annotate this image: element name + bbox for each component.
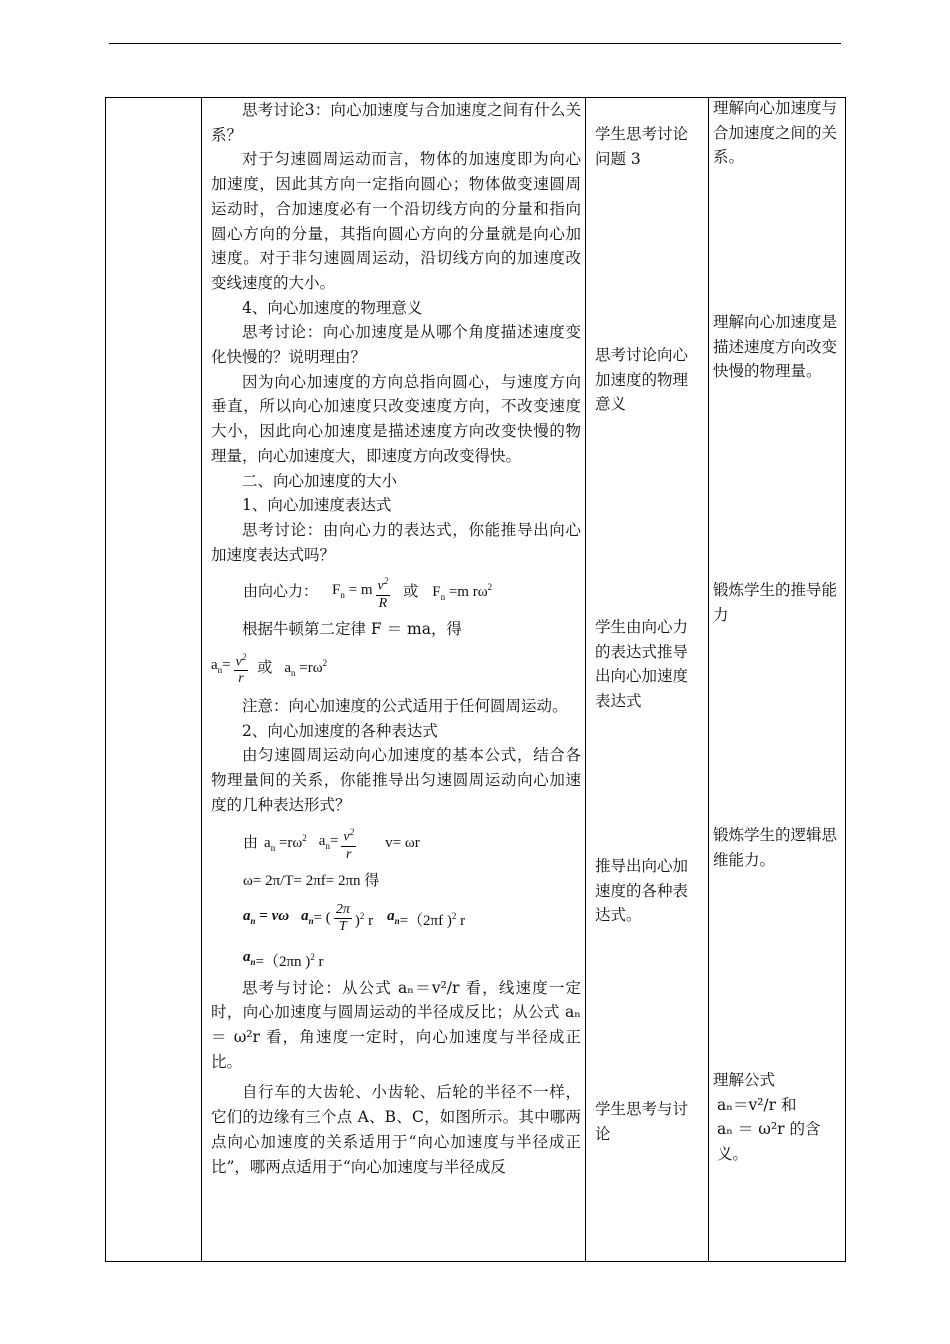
discussion-3-answer: 对于匀速圆周运动而言，物体的加速度即为向心加速度，因此其方向一定指向圆心；物体做变速圆周运动时，合加速度必有一个沿切线方向的分量和指向圆心方向的分量，其指向圆心方向的分量就是向心加速度。对于非匀速圆周运动，沿切线方向的加速度改变线速度的大小。 xyxy=(211,150,581,292)
forms-formula-2: ω= 2π/T= 2πf= 2πn 得 xyxy=(243,873,380,890)
column-divider-3 xyxy=(708,98,709,1261)
student-activity-5: 学生思考与讨论 xyxy=(595,1100,689,1143)
section-heading-4: 4、向心加速度的物理意义 xyxy=(242,298,423,317)
discussion-3: 思考讨论3：向心加速度与合加速度之间有什么关系？ xyxy=(211,101,581,144)
design-intent-4: 锻炼学生的逻辑思维能力。 xyxy=(713,826,838,869)
teaching-content-column xyxy=(211,98,581,1179)
subheading-1: 1、向心加速度表达式 xyxy=(242,496,392,515)
2pi-over-T: $\frac{2\pi}{T}$ xyxy=(335,902,350,935)
discussion-meaning: 思考讨论：向心加速度是从哪个角度描述速度变化快慢的？说明理由？ xyxy=(211,323,581,367)
column-divider-2 xyxy=(585,98,586,1261)
acceleration-formula: $a_n=$ $\frac{v^2}{r}$ 或 $a_n =r\omega^2$ xyxy=(211,642,581,694)
discussion-derive: 思考讨论：由向心力的表达式，你能推导出向心加速度表达式吗？ xyxy=(211,520,581,564)
subheading-2: 2、向心加速度的各种表达式 xyxy=(242,721,438,740)
v2-over-r-2: $\frac{v^2}{r}$ xyxy=(341,824,356,863)
student-activity-2: 思考讨论向心加速度的物理意义 xyxy=(595,346,689,414)
header-rule xyxy=(109,43,841,44)
discussion-meaning-answer: 因为向心加速度的方向总指向圆心，与速度方向垂直，所以向心加速度只改变速度方向，不改变速度大小，因此向心加速度是描述速度方向改变快慢的物理量，向心加速度大，即速度方向改变得快。 xyxy=(211,372,581,465)
design-intent-3: 锻炼学生的推导能力 xyxy=(713,581,838,624)
column-divider-1 xyxy=(201,98,202,1261)
student-activity-1: 学生思考讨论问题 3 xyxy=(595,125,689,168)
forms-formula-1: 由 $a_n =r\omega^2$ $a_n=$ $\frac{v^2}{r}$ v= ωr xyxy=(211,818,581,870)
newton-second-law: 根据牛顿第二定律 F ＝ ma，得 xyxy=(242,620,462,639)
design-intent-1: 理解向心加速度与合加速度之间的关系。 xyxy=(713,99,838,167)
section-heading-2: 二、向心加速度的大小 xyxy=(242,471,398,490)
student-activity-3: 学生由向心力的表达式推导出向心加速度表达式 xyxy=(595,618,689,711)
centripetal-force-formula: 由向心力： $F_n = m$ $\frac{v^2}{R}$ 或 $F_n =m$ $r\omega^2$ xyxy=(211,567,581,617)
lesson-table xyxy=(105,97,846,1262)
design-intent-2: 理解向心加速度是描述速度方向改变快慢的物理量。 xyxy=(713,313,838,381)
student-activity-4: 推导出向心加速度的各种表达式。 xyxy=(595,857,689,925)
note: 注意：向心加速度的公式适用于任何圆周运动。 xyxy=(242,697,568,716)
design-intent-5: 理解公式 aₙ＝v²/r 和 aₙ ＝ ω²r 的含义。 xyxy=(713,1071,821,1164)
v2-over-R: $\frac{v^2}{R}$ xyxy=(376,573,391,612)
discussion-forms: 由匀速圆周运动向心加速度的基本公式，结合各物理量间的关系，你能推导出匀速圆周运动向心加速度的几种表达形式？ xyxy=(211,746,581,814)
v2-over-r: $\frac{v^2}{r}$ xyxy=(234,649,249,688)
forms-formula-3: $a_n = v\omega$ $a_n$ = ( $\frac{2\pi}{T}$ )$^2$ r $a_n$ =（2πf )$^2$ r xyxy=(243,902,466,935)
bicycle-question: 自行车的大齿轮、小齿轮、后轮的半径不一样，它们的边缘有三个点 A、B、C，如图所示。其中哪两点向心加速度的关系适用于“向心加速度与半径成正比”，哪两点适用于“向心加速度与半径成反 xyxy=(211,1083,581,1176)
forms-formula-4: $a_n$ =（2πn )$^2$ r xyxy=(243,948,324,970)
discussion-proportion: 思考与讨论：从公式 aₙ＝v²/r 看，线速度一定时，向心加速度与圆周运动的半径成反比；从公式 aₙ ＝ ω²r 看，角速度一定时，向心加速度与半径成正比。 xyxy=(211,978,581,1071)
